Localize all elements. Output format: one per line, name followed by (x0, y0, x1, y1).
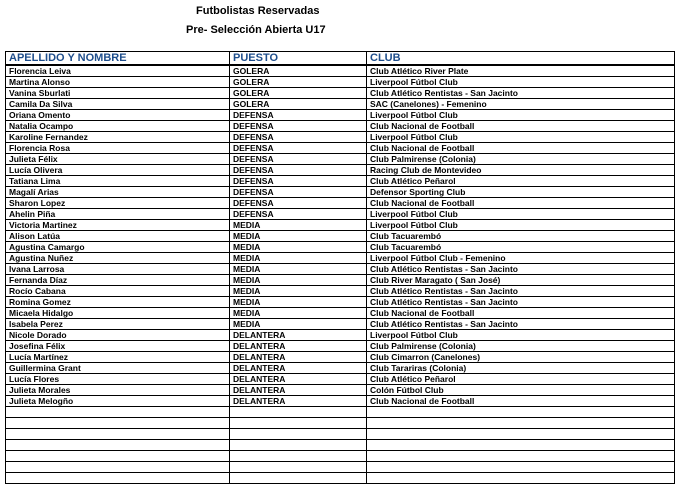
club-cell: Liverpool Fútbol Club - Femenino (367, 253, 675, 264)
empty-table-row (6, 462, 675, 473)
empty-cell (6, 418, 230, 429)
club-cell: Club Tarariras (Colonia) (367, 363, 675, 374)
club-cell: Club Palmirense (Colonia) (367, 341, 675, 352)
position-cell: DEFENSA (230, 110, 367, 121)
position-cell: DEFENSA (230, 176, 367, 187)
club-cell: Liverpool Fútbol Club (367, 209, 675, 220)
empty-cell (230, 451, 367, 462)
club-cell: Club Cimarron (Canelones) (367, 352, 675, 363)
position-cell: DEFENSA (230, 198, 367, 209)
club-cell: Liverpool Fútbol Club (367, 220, 675, 231)
club-cell: Defensor Sporting Club (367, 187, 675, 198)
page-title: Futbolistas Reservadas (196, 5, 320, 17)
table-row (6, 154, 675, 165)
table-row (6, 231, 675, 242)
empty-cell (6, 462, 230, 473)
table-row (6, 99, 675, 110)
club-cell: Liverpool Fútbol Club (367, 132, 675, 143)
table-row (6, 220, 675, 231)
position-cell: DELANTERA (230, 330, 367, 341)
club-cell: Club Atlético Rentistas - San Jacinto (367, 297, 675, 308)
empty-table-row (6, 473, 675, 484)
club-cell: Club Nacional de Football (367, 121, 675, 132)
player-name-cell: Ivana Larrosa (6, 264, 230, 275)
position-cell: MEDIA (230, 308, 367, 319)
empty-cell (6, 429, 230, 440)
table-row (6, 143, 675, 154)
player-name-cell: Agustina Camargo (6, 242, 230, 253)
player-name-cell: Sharon Lopez (6, 198, 230, 209)
position-cell: DELANTERA (230, 385, 367, 396)
column-header-club: CLUB (367, 52, 675, 66)
position-cell: GOLERA (230, 77, 367, 88)
club-cell: Colón Fútbol Club (367, 385, 675, 396)
player-name-cell: Magalí Arias (6, 187, 230, 198)
table-row (6, 121, 675, 132)
club-cell: Liverpool Fútbol Club (367, 110, 675, 121)
table-row (6, 374, 675, 385)
position-cell: MEDIA (230, 220, 367, 231)
table-row (6, 110, 675, 121)
table-body (6, 65, 675, 484)
page-subtitle: Pre- Selección Abierta U17 (186, 24, 326, 36)
player-name-cell: Lucía Olivera (6, 165, 230, 176)
table-row (6, 275, 675, 286)
column-header-position: PUESTO (230, 52, 367, 66)
club-cell: Club Atlético Peñarol (367, 374, 675, 385)
player-name-cell: Julieta Félix (6, 154, 230, 165)
position-cell: DEFENSA (230, 121, 367, 132)
club-cell: Club Atlético Rentistas - San Jacinto (367, 286, 675, 297)
table-row (6, 65, 675, 77)
player-name-cell: Tatiana Lima (6, 176, 230, 187)
table-row (6, 330, 675, 341)
position-cell: DELANTERA (230, 363, 367, 374)
table-row (6, 396, 675, 407)
empty-cell (6, 440, 230, 451)
club-cell: Liverpool Fútbol Club (367, 77, 675, 88)
players-table (5, 51, 675, 484)
player-name-cell: Isabela Perez (6, 319, 230, 330)
player-name-cell: Karoline Fernandez (6, 132, 230, 143)
table-row (6, 253, 675, 264)
club-cell: Club Atlético Peñarol (367, 176, 675, 187)
position-cell: DELANTERA (230, 352, 367, 363)
empty-table-row (6, 418, 675, 429)
position-cell: DEFENSA (230, 187, 367, 198)
position-cell: GOLERA (230, 99, 367, 110)
position-cell: GOLERA (230, 65, 367, 77)
player-name-cell: Josefina Félix (6, 341, 230, 352)
empty-cell (367, 429, 675, 440)
club-cell: Club River Maragato ( San José) (367, 275, 675, 286)
table-row (6, 363, 675, 374)
empty-cell (367, 451, 675, 462)
club-cell: Liverpool Fútbol Club (367, 330, 675, 341)
position-cell: DEFENSA (230, 154, 367, 165)
club-cell: Club Nacional de Football (367, 308, 675, 319)
empty-cell (6, 473, 230, 484)
player-name-cell: Martina Alonso (6, 77, 230, 88)
position-cell: MEDIA (230, 242, 367, 253)
club-cell: Club Atlético Rentistas - San Jacinto (367, 88, 675, 99)
player-name-cell: Oriana Omento (6, 110, 230, 121)
position-cell: MEDIA (230, 231, 367, 242)
player-name-cell: Agustina Nuñez (6, 253, 230, 264)
club-cell: Club Tacuarembó (367, 231, 675, 242)
player-name-cell: Ahelin Piña (6, 209, 230, 220)
position-cell: MEDIA (230, 264, 367, 275)
empty-table-row (6, 429, 675, 440)
table-row (6, 132, 675, 143)
table-row (6, 286, 675, 297)
club-cell: Club Nacional de Football (367, 198, 675, 209)
position-cell: MEDIA (230, 275, 367, 286)
table-header-row (6, 52, 675, 66)
empty-cell (367, 440, 675, 451)
player-name-cell: Fernanda Díaz (6, 275, 230, 286)
player-name-cell: Julieta Morales (6, 385, 230, 396)
empty-cell (230, 440, 367, 451)
empty-cell (6, 407, 230, 418)
player-name-cell: Victoria Martinez (6, 220, 230, 231)
player-name-cell: Camila Da Silva (6, 99, 230, 110)
player-name-cell: Florencia Rosa (6, 143, 230, 154)
table-row (6, 165, 675, 176)
player-name-cell: Julieta Melogño (6, 396, 230, 407)
empty-cell (367, 462, 675, 473)
position-cell: DEFENSA (230, 209, 367, 220)
club-cell: Club Atlético Rentistas - San Jacinto (367, 264, 675, 275)
table-row (6, 341, 675, 352)
position-cell: DEFENSA (230, 143, 367, 154)
column-header-name: APELLIDO Y NOMBRE (6, 52, 230, 66)
player-name-cell: Alison Latúa (6, 231, 230, 242)
empty-cell (230, 473, 367, 484)
table-row (6, 209, 675, 220)
club-cell: Club Atlético River Plate (367, 65, 675, 77)
table-row (6, 198, 675, 209)
empty-cell (6, 451, 230, 462)
player-name-cell: Florencia Leiva (6, 65, 230, 77)
club-cell: Racing Club de Montevideo (367, 165, 675, 176)
club-cell: Club Tacuarembó (367, 242, 675, 253)
table-row (6, 187, 675, 198)
empty-cell (367, 418, 675, 429)
player-name-cell: Guillermina Grant (6, 363, 230, 374)
empty-cell (230, 407, 367, 418)
player-name-cell: Rocío Cabana (6, 286, 230, 297)
club-cell: Club Palmirense (Colonia) (367, 154, 675, 165)
table-row (6, 176, 675, 187)
empty-table-row (6, 440, 675, 451)
table-row (6, 319, 675, 330)
position-cell: DEFENSA (230, 132, 367, 143)
table-row (6, 308, 675, 319)
player-name-cell: Micaela Hidalgo (6, 308, 230, 319)
position-cell: DEFENSA (230, 165, 367, 176)
club-cell: SAC (Canelones) - Femenino (367, 99, 675, 110)
position-cell: DELANTERA (230, 396, 367, 407)
table-row (6, 385, 675, 396)
empty-table-row (6, 407, 675, 418)
position-cell: MEDIA (230, 253, 367, 264)
table-row (6, 297, 675, 308)
club-cell: Club Atlético Rentistas - San Jacinto (367, 319, 675, 330)
position-cell: MEDIA (230, 297, 367, 308)
player-name-cell: Lucía Martínez (6, 352, 230, 363)
empty-cell (230, 429, 367, 440)
player-name-cell: Vanina Sburlati (6, 88, 230, 99)
position-cell: MEDIA (230, 286, 367, 297)
player-name-cell: Natalia Ocampo (6, 121, 230, 132)
position-cell: DELANTERA (230, 374, 367, 385)
position-cell: MEDIA (230, 319, 367, 330)
player-name-cell: Nicole Dorado (6, 330, 230, 341)
table-row (6, 77, 675, 88)
club-cell: Club Nacional de Football (367, 396, 675, 407)
empty-cell (367, 407, 675, 418)
empty-cell (230, 418, 367, 429)
table-row (6, 264, 675, 275)
position-cell: DELANTERA (230, 341, 367, 352)
empty-cell (230, 462, 367, 473)
player-name-cell: Romina Gomez (6, 297, 230, 308)
position-cell: GOLERA (230, 88, 367, 99)
club-cell: Club Nacional de Football (367, 143, 675, 154)
empty-table-row (6, 451, 675, 462)
empty-cell (367, 473, 675, 484)
table-row (6, 352, 675, 363)
table-row (6, 242, 675, 253)
player-name-cell: Lucía Flores (6, 374, 230, 385)
table-row (6, 88, 675, 99)
